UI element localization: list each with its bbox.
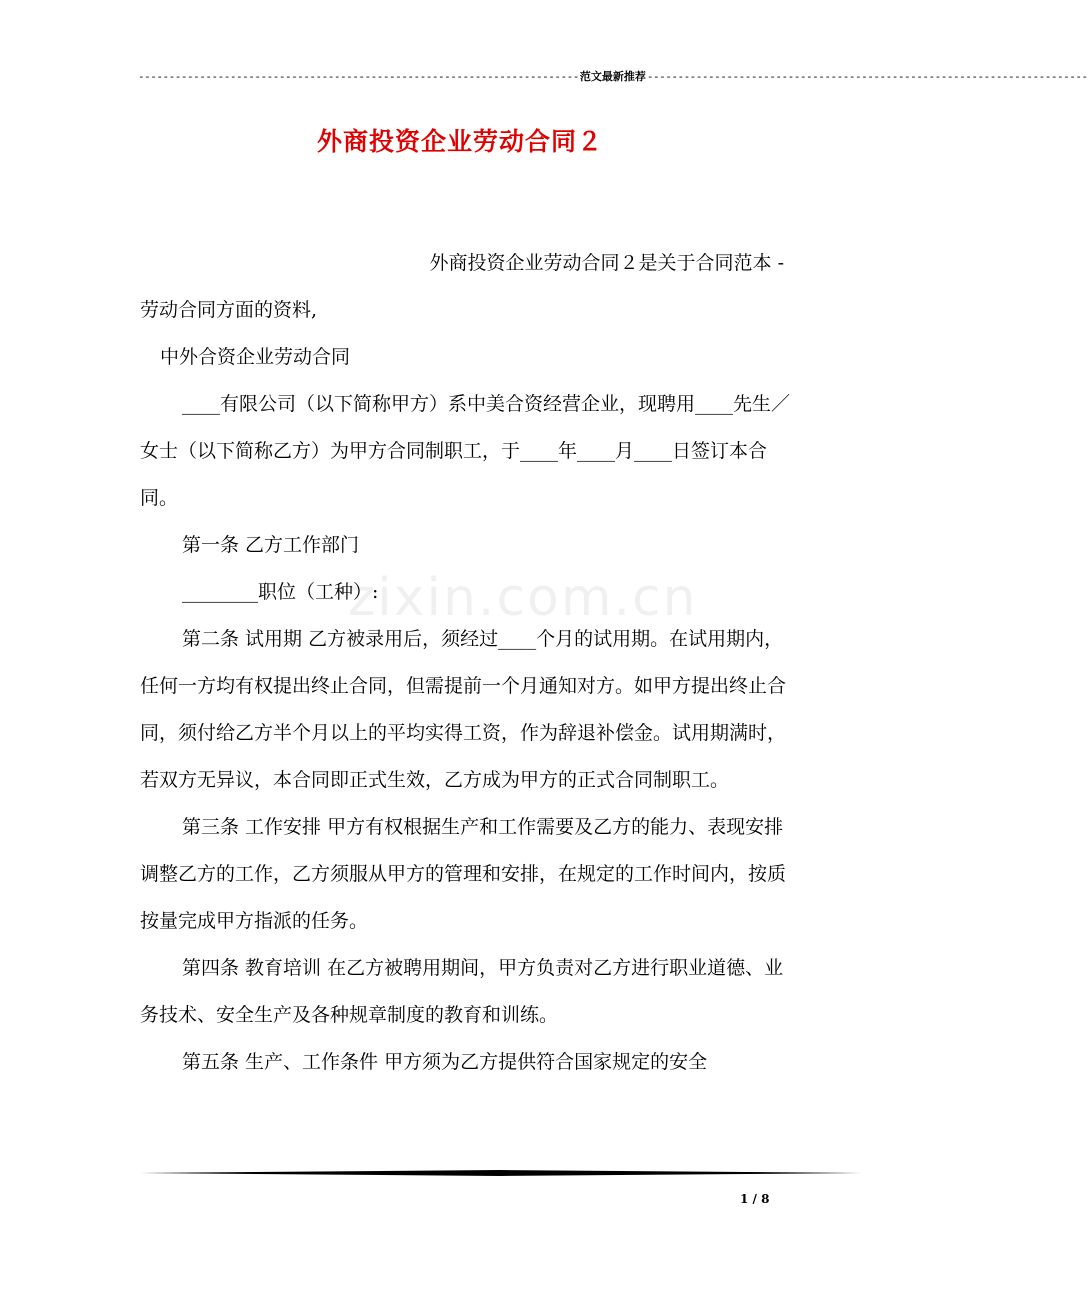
header-dashes-left: ------------------------------------------------------------------------ bbox=[138, 69, 579, 83]
article-1: 第一条 乙方工作部门 bbox=[182, 534, 360, 556]
header-dashes-right: ------------------------------------------------------------------------ bbox=[646, 69, 1088, 83]
page-header bbox=[138, 68, 1088, 84]
header-label: 范文最新推荐 bbox=[579, 70, 646, 83]
paragraph-parties: ____有限公司（以下简称甲方）系中美合资经营企业，现聘用____先生／女士（以下简称乙方）为甲方合同制职工，于____年____月____日签订本合同。 bbox=[140, 393, 791, 509]
article-5: 第五条 生产、工作条件 甲方须为乙方提供符合国家规定的安全 bbox=[182, 1051, 708, 1073]
document-body bbox=[140, 240, 790, 1086]
page-number: 1 / 8 bbox=[740, 1192, 770, 1206]
section-heading: 中外合资企业劳动合同 bbox=[160, 346, 351, 368]
footer-rule bbox=[140, 1170, 862, 1176]
article-2: 第二条 试用期 乙方被录用后，须经过____个月的试用期。在试用期内，任何一方均有权提出终止合同，但需提前一个月通知对方。如甲方提出终止合同，须付给乙方半个月以上的平均实得工资，作为辞退补偿金。试用期满时，若双方无异议，本合同即正式生效，乙方成为甲方的正式合同制职工。 bbox=[140, 628, 787, 791]
intro-line-2: 劳动合同方面的资料, bbox=[140, 299, 318, 321]
article-4: 第四条 教育培训 在乙方被聘用期间，甲方负责对乙方进行职业道德、业务技术、安全生产及各种规章制度的教育和训练。 bbox=[140, 957, 784, 1026]
article-1-position: ________职位（工种）: bbox=[182, 581, 379, 603]
document-title: 外商投资企业劳动合同２ bbox=[316, 127, 603, 156]
article-3: 第三条 工作安排 甲方有权根据生产和工作需要及乙方的能力、表现安排调整乙方的工作，乙方须服从甲方的管理和安排，在规定的工作时间内，按质按量完成甲方指派的任务。 bbox=[140, 816, 787, 932]
watermark: zixin.com.cn bbox=[348, 568, 698, 628]
intro-line-1: 外商投资企业劳动合同２是关于合同范本 - bbox=[429, 252, 784, 274]
